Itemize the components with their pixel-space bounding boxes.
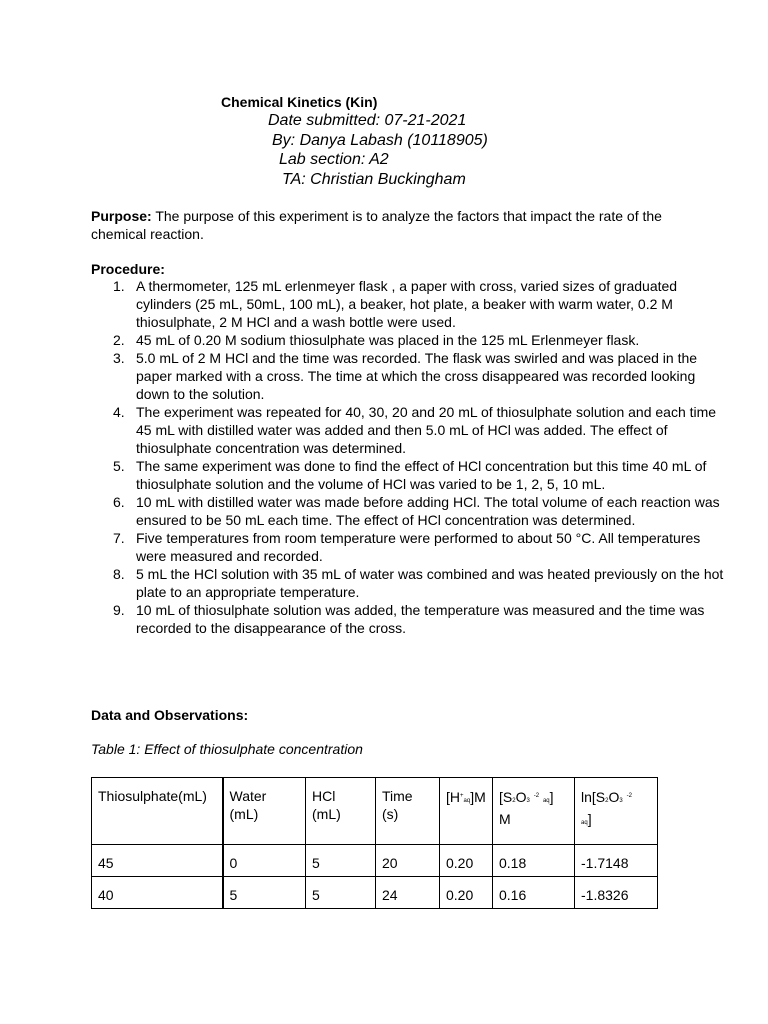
table-cell: 0.18 — [493, 845, 575, 877]
table-row — [92, 877, 658, 909]
table-cell: 0.20 — [440, 877, 493, 909]
table-caption: Table 1: Effect of thiosulphate concentration — [91, 741, 363, 757]
purpose-label: Purpose: — [91, 208, 152, 224]
purpose-paragraph — [91, 207, 691, 243]
table-cell: -1.7148 — [575, 845, 658, 877]
data-heading: Data and Observations: — [91, 707, 249, 723]
procedure-step: Five temperatures from room temperature were performed to about 50 °C. All temperatures were measured and recorded. — [136, 530, 701, 564]
table-cell: -1.8326 — [575, 877, 658, 909]
table-cell: 0 — [223, 845, 306, 877]
table-cell: 5 — [306, 845, 376, 877]
lab-section: Lab section: A2 — [279, 151, 389, 168]
procedure-step: The same experiment was done to find the effect of HCl concentration but this time 40 mL of thiosulphate solution and the volume of HCl was varied to be 1, 2, 5, 10 mL. — [136, 458, 707, 492]
header-ln-s2o3: ln[S2O3 $^{-2}$ aq] — [575, 778, 658, 845]
table-cell: 24 — [376, 877, 440, 909]
procedure-step: 45 mL of 0.20 M sodium thiosulphate was placed in the 125 mL Erlenmeyer flask. — [136, 332, 640, 348]
header-thiosulphate: Thiosulphate(mL) — [92, 778, 223, 845]
header-h-concentration: [H+aq]M — [440, 778, 493, 845]
thiosulphate-table — [91, 777, 658, 909]
procedure-step: 10 mL of thiosulphate solution was added, the temperature was measured and the time was recorded to the disappearance of the cross. — [136, 602, 705, 636]
procedure-step: 5 mL the HCl solution with 35 mL of water was combined and was heated previously on the hot plate to an appropriate temperature. — [136, 566, 724, 600]
table-cell: 5 — [223, 877, 306, 909]
table-cell: 0.16 — [493, 877, 575, 909]
procedure-list — [91, 277, 726, 637]
procedure-step: A thermometer, 125 mL erlenmeyer flask , a paper with cross, varied sizes of graduated cylinders (25 mL, 50mL, 100 mL), a beaker, hot plate, a beaker with warm water, 0.2 M thiosulphate, 2 M HCl and a wash bottle were used. — [136, 278, 678, 330]
document-title: Chemical Kinetics (Kin) — [221, 94, 378, 110]
table-cell: 45 — [92, 845, 223, 877]
table-cell: 5 — [306, 877, 376, 909]
author-line: By: Danya Labash (10118905) — [272, 132, 488, 149]
table-cell: 40 — [92, 877, 223, 909]
table-cell: 20 — [376, 845, 440, 877]
header-water: Water (mL) — [223, 778, 306, 845]
procedure-step: The experiment was repeated for 40, 30, 20 and 20 mL of thiosulphate solution and each time 45 mL with distilled water was added and then 5.0 mL of HCl was added. The effect of thiosulphate concentration was determined. — [136, 404, 717, 456]
table-row — [92, 845, 658, 877]
table-cell: 0.20 — [440, 845, 493, 877]
header-s2o3-concentration: [S2O3 $^{-2}$ aq] M — [493, 778, 575, 845]
procedure-heading: Procedure: — [91, 261, 165, 277]
date-submitted: Date submitted: 07-21-2021 — [268, 112, 467, 129]
header-time: Time (s) — [376, 778, 440, 845]
table-header-row — [92, 778, 658, 845]
header-hcl: HCl (mL) — [306, 778, 376, 845]
ta-line: TA: Christian Buckingham — [282, 171, 466, 188]
procedure-step: 5.0 mL of 2 M HCl and the time was recorded. The flask was swirled and was placed in the paper marked with a cross. The time at which the cross disappeared was recorded looking down to the solution. — [136, 350, 698, 402]
purpose-text: The purpose of this experiment is to analyze the factors that impact the rate of the chemical reaction. — [91, 208, 662, 242]
procedure-step: 10 mL with distilled water was made before adding HCl. The total volume of each reaction was ensured to be 50 mL each time. The effect of HCl concentration was determined. — [136, 494, 720, 528]
